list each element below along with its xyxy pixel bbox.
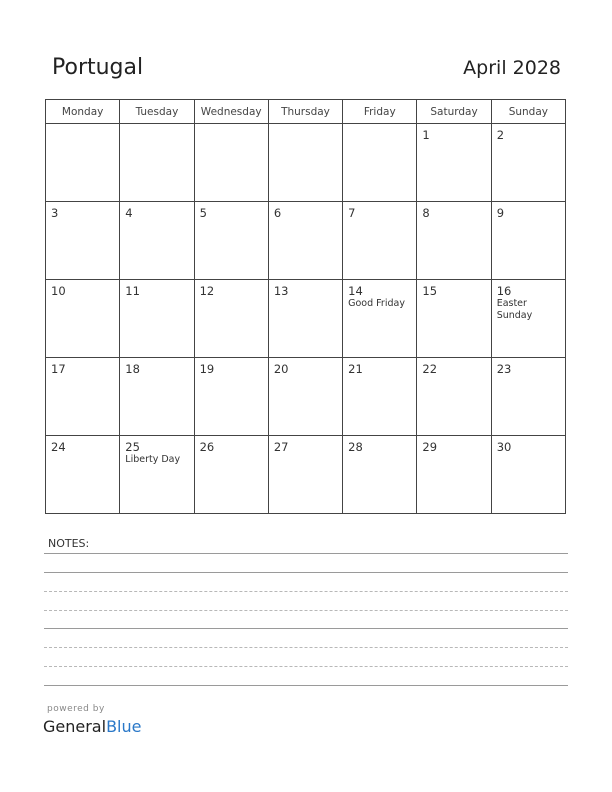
day-cell <box>120 124 194 202</box>
day-number: 15 <box>422 284 438 298</box>
weekday-header-row <box>46 100 566 124</box>
day-cell <box>343 358 417 436</box>
day-cell <box>417 280 491 358</box>
day-cell <box>194 358 268 436</box>
note-line <box>44 591 568 592</box>
weekday-friday: Friday <box>343 100 417 124</box>
holiday-label: Easter Sunday <box>496 298 533 321</box>
brand-blue: Blue <box>106 717 142 736</box>
day-cell <box>417 436 491 514</box>
day-number: 5 <box>199 206 207 220</box>
day-cell <box>120 436 194 514</box>
day-number: 7 <box>348 206 356 220</box>
day-number: 4 <box>125 206 133 220</box>
day-number: 6 <box>273 206 282 220</box>
weekday-wednesday: Wednesday <box>194 100 268 124</box>
notes-label: NOTES: <box>48 537 90 550</box>
day-number: 17 <box>51 362 66 376</box>
weekday-monday: Monday <box>46 100 120 124</box>
day-number: 12 <box>199 284 215 298</box>
week-row <box>46 436 566 514</box>
day-number: 26 <box>199 440 215 454</box>
day-cell <box>46 280 120 358</box>
day-number: 8 <box>422 206 430 220</box>
day-cell <box>491 436 565 514</box>
day-number: 18 <box>125 362 140 376</box>
day-number: 9 <box>496 206 505 220</box>
week-row <box>46 280 566 358</box>
day-number: 28 <box>348 440 363 454</box>
day-cell <box>194 436 268 514</box>
note-line <box>44 572 568 573</box>
day-cell <box>120 358 194 436</box>
day-number: 2 <box>496 128 505 142</box>
brand-general: General <box>43 717 107 736</box>
day-cell <box>194 124 268 202</box>
weekday-tuesday: Tuesday <box>120 100 194 124</box>
note-line <box>44 647 568 648</box>
day-number: 21 <box>348 362 363 376</box>
day-cell <box>491 358 565 436</box>
day-cell <box>343 202 417 280</box>
day-cell <box>46 436 120 514</box>
day-cell <box>194 202 268 280</box>
week-row <box>46 202 566 280</box>
week-row <box>46 358 566 436</box>
month-year-title: April 2028 <box>463 57 561 79</box>
day-cell <box>120 280 194 358</box>
day-cell <box>343 436 417 514</box>
weekday-saturday: Saturday <box>417 100 491 124</box>
day-cell <box>417 124 491 202</box>
day-number: 23 <box>496 362 512 376</box>
day-number: 11 <box>125 284 140 298</box>
day-number: 29 <box>422 440 438 454</box>
day-number: 16 <box>496 284 512 298</box>
day-cell <box>194 280 268 358</box>
day-cell <box>343 280 417 358</box>
day-number: 20 <box>273 362 289 376</box>
day-cell <box>491 124 565 202</box>
day-cell <box>417 358 491 436</box>
week-row <box>46 124 566 202</box>
day-number: 10 <box>51 284 66 298</box>
powered-by-text: powered by <box>47 704 105 714</box>
calendar-grid <box>45 99 566 514</box>
note-line <box>44 628 568 629</box>
day-cell <box>268 280 342 358</box>
day-cell <box>268 436 342 514</box>
note-line <box>44 610 568 611</box>
note-line <box>44 685 568 686</box>
note-line <box>44 666 568 667</box>
day-cell <box>268 202 342 280</box>
day-number: 25 <box>125 440 140 454</box>
day-cell <box>46 202 120 280</box>
day-cell <box>491 202 565 280</box>
holiday-label: Liberty Day <box>125 454 181 465</box>
day-number: 14 <box>348 284 363 298</box>
day-cell <box>491 280 565 358</box>
country-title: Portugal <box>52 55 144 80</box>
day-number: 30 <box>496 440 512 454</box>
day-number: 13 <box>273 284 289 298</box>
day-cell <box>268 124 342 202</box>
day-cell <box>46 358 120 436</box>
note-line <box>44 553 568 554</box>
day-number: 3 <box>51 206 59 220</box>
day-number: 19 <box>199 362 215 376</box>
day-cell <box>343 124 417 202</box>
day-cell <box>46 124 120 202</box>
weekday-sunday: Sunday <box>491 100 565 124</box>
day-cell <box>120 202 194 280</box>
brand-logo <box>43 717 141 736</box>
weekday-thursday: Thursday <box>268 100 342 124</box>
day-cell <box>268 358 342 436</box>
day-number: 1 <box>422 128 430 142</box>
holiday-label: Good Friday <box>348 298 405 309</box>
day-cell <box>417 202 491 280</box>
day-number: 24 <box>51 440 66 454</box>
day-number: 27 <box>273 440 289 454</box>
day-number: 22 <box>422 362 438 376</box>
